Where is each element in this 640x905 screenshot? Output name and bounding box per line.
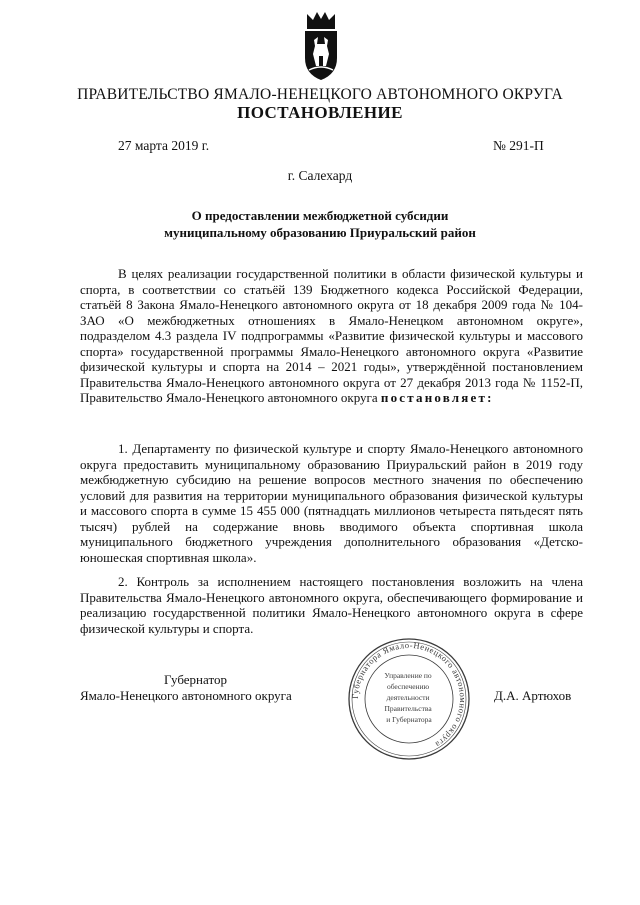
svg-text:Управление по обеспечени	[384, 671, 433, 724]
document-date: 27 марта 2019 г.	[118, 138, 210, 153]
resolves-word: постановляет:	[380, 390, 494, 405]
item-1-paragraph: 1. Департаменту по физической культуре и спорту Ямало-Ненецкого автономного округа предоставить муниципальному образованию Приуральский район в 2019 году межбюджетную субсидию на решение вопросов местного значения по обеспечению условий для развития на территории муниципального образования физической культуры и массового спорта в сумме 15 455 000 (пятнадцать миллионов четыреста пятьдесят пять тысяч) рублей на содержание вновь вводимого объекта спортивная школа муниципального бюджетного учреждения дополнительного образования «Детско-юношеская спортивная школа».	[80, 441, 583, 565]
preamble-paragraph	[80, 266, 583, 406]
stamp-line-2: обеспечению	[386, 682, 430, 691]
document-type: ПОСТАНОВЛЕНИЕ	[237, 103, 403, 122]
stamp-outer-text: Губернатора Ямало-Ненецкого автономного округа	[349, 639, 469, 751]
signature-title-line-2: Ямало-Ненецкого автономного округа	[80, 688, 292, 703]
preamble-text: В целях реализации государственной политики в области физической культуры и спорта, в соответствии со статьёй 139 Бюджетного кодекса Российской Федерации, статьёй 8 Закона Ямало-Ненецкого автономного округа от 18 декабря 2009 года № 104-ЗАО «О межбюджетных отношениях в Ямало-Ненецком автономном округе», подразделом 4.3 раздела IV подпрограммы «Развитие физической культуры и массового спорта» государственной программы Ямало-Ненецкого автономного округа «Развитие физической культуры и спорта на 2014 – 2021 годы», утверждённой постановлением Правительства Ямало-Ненецкого автономного округа от 27 декабря 2013 года № 1152-П, Правительство Ямало-Ненецкого автономного округа	[80, 266, 583, 405]
subject-line-1: О предоставлении межбюджетной субсидии	[191, 208, 449, 223]
signature-title-line-1: Губернатор	[164, 672, 227, 687]
document-subject	[0, 207, 640, 241]
stamp-line-1: Управление по	[384, 671, 432, 680]
official-stamp	[346, 636, 472, 762]
signatory-name: Д.А. Артюхов	[494, 688, 572, 703]
stamp-line-4: Правительства	[384, 704, 432, 713]
stamp-line-5: и Губернатора	[386, 715, 432, 724]
subject-line-2: муниципальному образованию Приуральский район	[164, 225, 476, 240]
item-2-paragraph: 2. Контроль за исполнением настоящего постановления возложить на члена Правительства Ямало-Ненецкого автономного округа, обеспечивающего формирование и реализацию государственной политики Ямало-Ненецкого автономного округа в сфере физической культуры и спорта.	[80, 574, 583, 636]
document-number: № 291-П	[493, 138, 544, 153]
government-name: ПРАВИТЕЛЬСТВО ЯМАЛО-НЕНЕЦКОГО АВТОНОМНОГО ОКРУГА	[77, 86, 563, 103]
stamp-line-3: деятельности	[386, 693, 430, 702]
coat-of-arms-emblem	[301, 10, 341, 82]
document-city: г. Салехард	[287, 168, 353, 183]
